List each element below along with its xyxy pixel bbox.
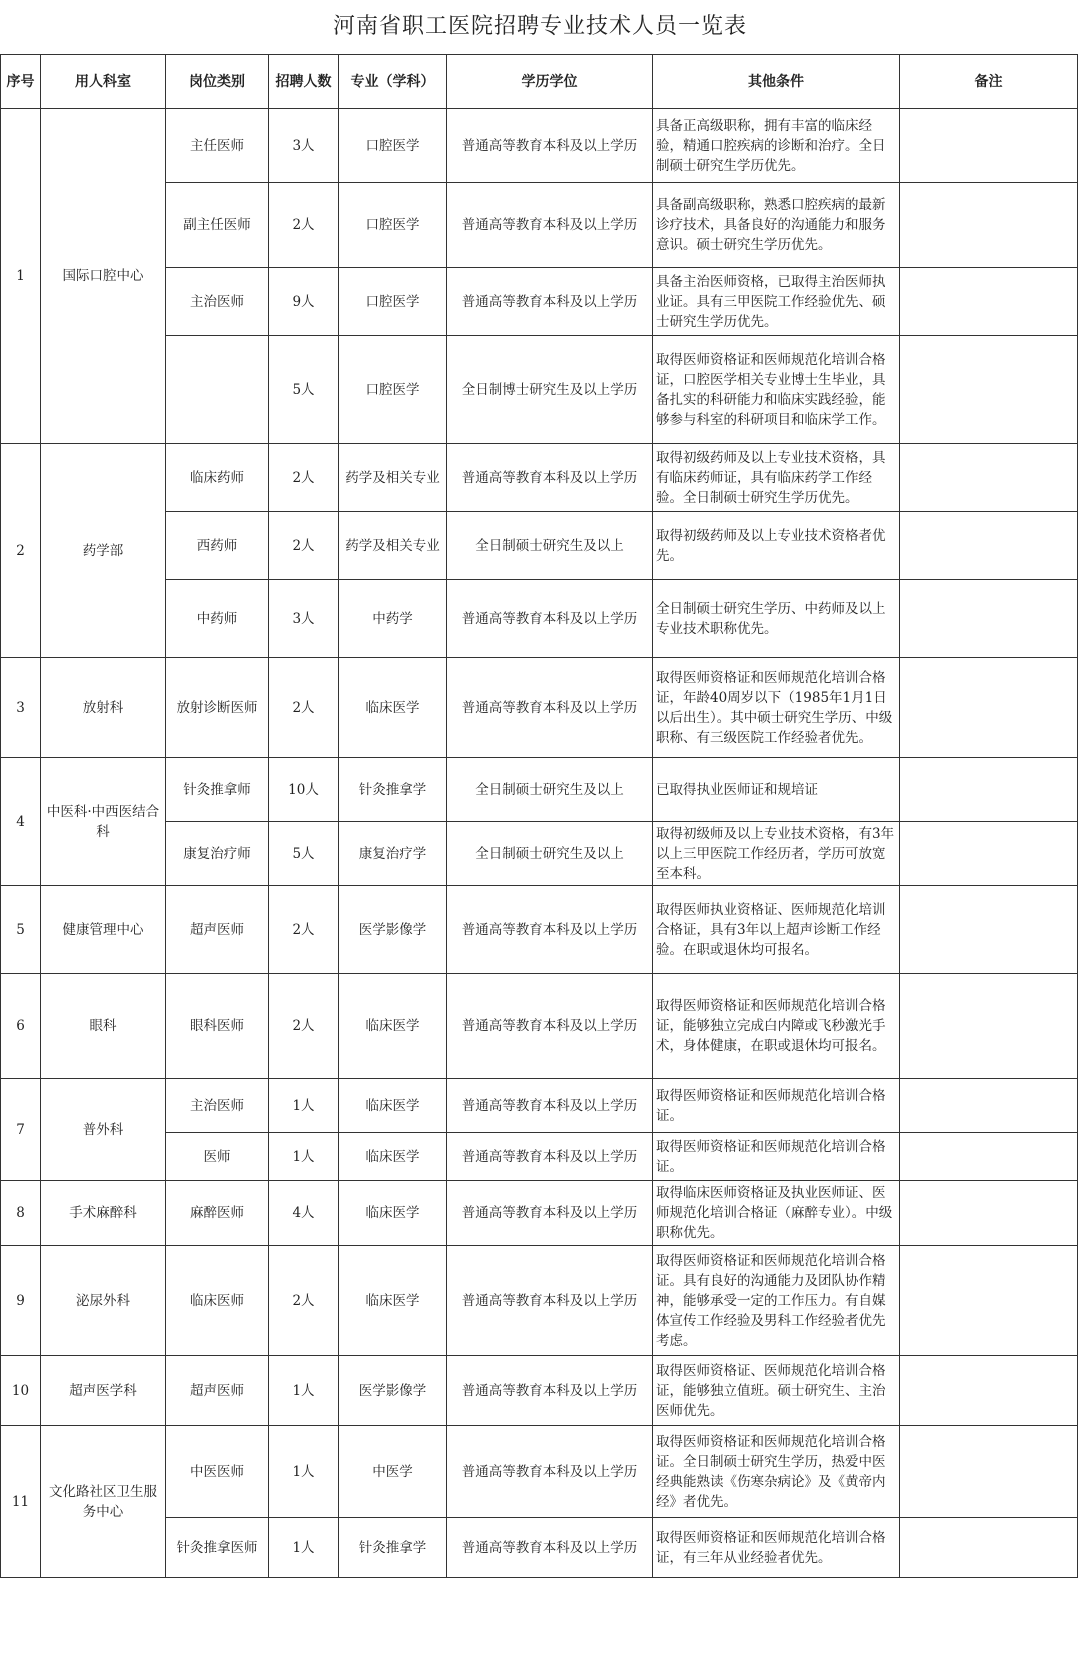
major-cell: 临床医学 xyxy=(339,658,447,758)
dept-cell: 中医科·中西医结合科 xyxy=(41,758,166,886)
table-row xyxy=(1,1181,1078,1246)
dept-cell: 药学部 xyxy=(41,444,166,658)
post-cell: 中药师 xyxy=(166,580,269,658)
post-cell: 眼科医师 xyxy=(166,974,269,1079)
table-row xyxy=(1,1246,1078,1356)
dept-cell: 手术麻醉科 xyxy=(41,1181,166,1246)
cond-cell: 具备正高级职称，拥有丰富的临床经验，精通口腔疾病的诊断和治疗。全日制硕士研究生学历优先。 xyxy=(653,109,900,183)
post-cell: 放射诊断医师 xyxy=(166,658,269,758)
major-cell: 口腔医学 xyxy=(339,336,447,444)
post-cell: 超声医师 xyxy=(166,1356,269,1426)
cond-cell: 取得医师资格证和医师规范化培训合格证，年龄40周岁以下（1985年1月1日以后出生）。其中硕士研究生学历、中级职称、有三级医院工作经验者优先。 xyxy=(653,658,900,758)
header-cond: 其他条件 xyxy=(653,55,900,109)
remark-cell xyxy=(900,1181,1078,1246)
remark-cell xyxy=(900,1426,1078,1518)
table-row xyxy=(1,974,1078,1079)
seq-cell: 9 xyxy=(1,1246,41,1356)
edu-cell: 普通高等教育本科及以上学历 xyxy=(447,1181,653,1246)
header-dept: 用人科室 xyxy=(41,55,166,109)
major-cell: 临床医学 xyxy=(339,1246,447,1356)
edu-cell: 普通高等教育本科及以上学历 xyxy=(447,183,653,268)
num-cell: 2人 xyxy=(269,444,339,512)
post-cell: 针灸推拿师 xyxy=(166,758,269,822)
num-cell: 2人 xyxy=(269,886,339,974)
major-cell: 医学影像学 xyxy=(339,1356,447,1426)
major-cell: 临床医学 xyxy=(339,974,447,1079)
edu-cell: 普通高等教育本科及以上学历 xyxy=(447,658,653,758)
edu-cell: 全日制硕士研究生及以上 xyxy=(447,822,653,886)
table-row xyxy=(1,1356,1078,1426)
num-cell: 9人 xyxy=(269,268,339,336)
major-cell: 中医学 xyxy=(339,1426,447,1518)
dept-cell: 健康管理中心 xyxy=(41,886,166,974)
major-cell: 临床医学 xyxy=(339,1181,447,1246)
post-cell: 中医医师 xyxy=(166,1426,269,1518)
cond-cell: 全日制硕士研究生学历、中药师及以上专业技术职称优先。 xyxy=(653,580,900,658)
num-cell: 1人 xyxy=(269,1356,339,1426)
major-cell: 临床医学 xyxy=(339,1079,447,1133)
table-row xyxy=(1,758,1078,822)
dept-cell: 国际口腔中心 xyxy=(41,109,166,444)
cond-cell: 取得医师资格证和医师规范化培训合格证，有三年从业经验者优先。 xyxy=(653,1518,900,1578)
cond-cell: 取得医师资格证、医师规范化培训合格证，能够独立值班。硕士研究生、主治医师优先。 xyxy=(653,1356,900,1426)
seq-cell: 8 xyxy=(1,1181,41,1246)
remark-cell xyxy=(900,109,1078,183)
post-cell: 医师 xyxy=(166,1133,269,1181)
remark-cell xyxy=(900,822,1078,886)
dept-cell: 普外科 xyxy=(41,1079,166,1181)
cond-cell: 具备主治医师资格，已取得主治医师执业证。具有三甲医院工作经验优先、硕士研究生学历优先。 xyxy=(653,268,900,336)
post-cell xyxy=(166,336,269,444)
remark-cell xyxy=(900,1246,1078,1356)
cond-cell: 取得医师资格证和医师规范化培训合格证。 xyxy=(653,1133,900,1181)
dept-cell: 放射科 xyxy=(41,658,166,758)
post-cell: 麻醉医师 xyxy=(166,1181,269,1246)
post-cell: 康复治疗师 xyxy=(166,822,269,886)
num-cell: 5人 xyxy=(269,336,339,444)
recruitment-table xyxy=(0,54,1078,1578)
table-row xyxy=(1,658,1078,758)
major-cell: 中药学 xyxy=(339,580,447,658)
num-cell: 2人 xyxy=(269,974,339,1079)
remark-cell xyxy=(900,336,1078,444)
edu-cell: 全日制硕士研究生及以上 xyxy=(447,758,653,822)
header-seq: 序号 xyxy=(1,55,41,109)
cond-cell: 取得临床医师资格证及执业医师证、医师规范化培训合格证（麻醉专业）。中级职称优先。 xyxy=(653,1181,900,1246)
major-cell: 口腔医学 xyxy=(339,183,447,268)
num-cell: 4人 xyxy=(269,1181,339,1246)
seq-cell: 2 xyxy=(1,444,41,658)
cond-cell: 取得医师资格证和医师规范化培训合格证。全日制硕士研究生学历，热爱中医经典能熟读《伤寒杂病论》及《黄帝内经》者优先。 xyxy=(653,1426,900,1518)
edu-cell: 普通高等教育本科及以上学历 xyxy=(447,1426,653,1518)
cond-cell: 取得医师资格证和医师规范化培训合格证，口腔医学相关专业博士生毕业，具备扎实的科研能力和临床实践经验，能够参与科室的科研项目和临床学工作。 xyxy=(653,336,900,444)
major-cell: 口腔医学 xyxy=(339,268,447,336)
edu-cell: 普通高等教育本科及以上学历 xyxy=(447,1133,653,1181)
seq-cell: 6 xyxy=(1,974,41,1079)
edu-cell: 普通高等教育本科及以上学历 xyxy=(447,1518,653,1578)
num-cell: 2人 xyxy=(269,512,339,580)
num-cell: 1人 xyxy=(269,1518,339,1578)
remark-cell xyxy=(900,1356,1078,1426)
edu-cell: 普通高等教育本科及以上学历 xyxy=(447,886,653,974)
table-row xyxy=(1,444,1078,512)
post-cell: 临床医师 xyxy=(166,1246,269,1356)
num-cell: 1人 xyxy=(269,1426,339,1518)
remark-cell xyxy=(900,1133,1078,1181)
table-row xyxy=(1,1426,1078,1518)
remark-cell xyxy=(900,658,1078,758)
seq-cell: 7 xyxy=(1,1079,41,1181)
num-cell: 1人 xyxy=(269,1079,339,1133)
seq-cell: 10 xyxy=(1,1356,41,1426)
edu-cell: 普通高等教育本科及以上学历 xyxy=(447,974,653,1079)
post-cell: 主治医师 xyxy=(166,268,269,336)
dept-cell: 超声医学科 xyxy=(41,1356,166,1426)
major-cell: 药学及相关专业 xyxy=(339,512,447,580)
remark-cell xyxy=(900,580,1078,658)
seq-cell: 1 xyxy=(1,109,41,444)
cond-cell: 取得医师资格证和医师规范化培训合格证。具有良好的沟通能力及团队协作精神，能够承受一定的工作压力。有自媒体宣传工作经验及男科工作经验者优先考虑。 xyxy=(653,1246,900,1356)
num-cell: 2人 xyxy=(269,1246,339,1356)
edu-cell: 普通高等教育本科及以上学历 xyxy=(447,580,653,658)
post-cell: 副主任医师 xyxy=(166,183,269,268)
major-cell: 针灸推拿学 xyxy=(339,758,447,822)
major-cell: 口腔医学 xyxy=(339,109,447,183)
num-cell: 1人 xyxy=(269,1133,339,1181)
post-cell: 针灸推拿医师 xyxy=(166,1518,269,1578)
post-cell: 超声医师 xyxy=(166,886,269,974)
header-edu: 学历学位 xyxy=(447,55,653,109)
post-cell: 临床药师 xyxy=(166,444,269,512)
dept-cell: 泌尿外科 xyxy=(41,1246,166,1356)
num-cell: 2人 xyxy=(269,183,339,268)
edu-cell: 普通高等教育本科及以上学历 xyxy=(447,1246,653,1356)
table-row xyxy=(1,1079,1078,1133)
cond-cell: 取得医师执业资格证、医师规范化培训合格证，具有3年以上超声诊断工作经验。在职或退休均可报名。 xyxy=(653,886,900,974)
major-cell: 针灸推拿学 xyxy=(339,1518,447,1578)
major-cell: 药学及相关专业 xyxy=(339,444,447,512)
num-cell: 10人 xyxy=(269,758,339,822)
remark-cell xyxy=(900,268,1078,336)
major-cell: 医学影像学 xyxy=(339,886,447,974)
edu-cell: 普通高等教育本科及以上学历 xyxy=(447,444,653,512)
remark-cell xyxy=(900,1079,1078,1133)
post-cell: 西药师 xyxy=(166,512,269,580)
cond-cell: 取得医师资格证和医师规范化培训合格证。 xyxy=(653,1079,900,1133)
edu-cell: 全日制博士研究生及以上学历 xyxy=(447,336,653,444)
page-title: 河南省职工医院招聘专业技术人员一览表 xyxy=(332,14,747,39)
remark-cell xyxy=(900,183,1078,268)
dept-cell: 文化路社区卫生服务中心 xyxy=(41,1426,166,1578)
header-num: 招聘人数 xyxy=(269,55,339,109)
header-remark: 备注 xyxy=(900,55,1078,109)
post-cell: 主任医师 xyxy=(166,109,269,183)
major-cell: 临床医学 xyxy=(339,1133,447,1181)
cond-cell: 已取得执业医师证和规培证 xyxy=(653,758,900,822)
num-cell: 2人 xyxy=(269,658,339,758)
header-row xyxy=(1,55,1078,109)
cond-cell: 具备副高级职称，熟悉口腔疾病的最新诊疗技术，具备良好的沟通能力和服务意识。硕士研究生学历优先。 xyxy=(653,183,900,268)
cond-cell: 取得初级师及以上专业技术资格，有3年以上三甲医院工作经历者，学历可放宽至本科。 xyxy=(653,822,900,886)
remark-cell xyxy=(900,974,1078,1079)
post-cell: 主治医师 xyxy=(166,1079,269,1133)
table-row xyxy=(1,109,1078,183)
dept-cell: 眼科 xyxy=(41,974,166,1079)
num-cell: 3人 xyxy=(269,109,339,183)
edu-cell: 普通高等教育本科及以上学历 xyxy=(447,1079,653,1133)
remark-cell xyxy=(900,444,1078,512)
remark-cell xyxy=(900,758,1078,822)
remark-cell xyxy=(900,512,1078,580)
major-cell: 康复治疗学 xyxy=(339,822,447,886)
seq-cell: 4 xyxy=(1,758,41,886)
remark-cell xyxy=(900,886,1078,974)
edu-cell: 普通高等教育本科及以上学历 xyxy=(447,109,653,183)
remark-cell xyxy=(900,1518,1078,1578)
num-cell: 5人 xyxy=(269,822,339,886)
num-cell: 3人 xyxy=(269,580,339,658)
header-major: 专业（学科） xyxy=(339,55,447,109)
cond-cell: 取得初级药师及以上专业技术资格，具有临床药师证，具有临床药学工作经验。全日制硕士研究生学历优先。 xyxy=(653,444,900,512)
header-post: 岗位类别 xyxy=(166,55,269,109)
seq-cell: 3 xyxy=(1,658,41,758)
edu-cell: 普通高等教育本科及以上学历 xyxy=(447,268,653,336)
cond-cell: 取得医师资格证和医师规范化培训合格证，能够独立完成白内障或飞秒激光手术，身体健康，在职或退休均可报名。 xyxy=(653,974,900,1079)
edu-cell: 全日制硕士研究生及以上 xyxy=(447,512,653,580)
seq-cell: 11 xyxy=(1,1426,41,1578)
seq-cell: 5 xyxy=(1,886,41,974)
cond-cell: 取得初级药师及以上专业技术资格者优先。 xyxy=(653,512,900,580)
edu-cell: 普通高等教育本科及以上学历 xyxy=(447,1356,653,1426)
table-row xyxy=(1,886,1078,974)
